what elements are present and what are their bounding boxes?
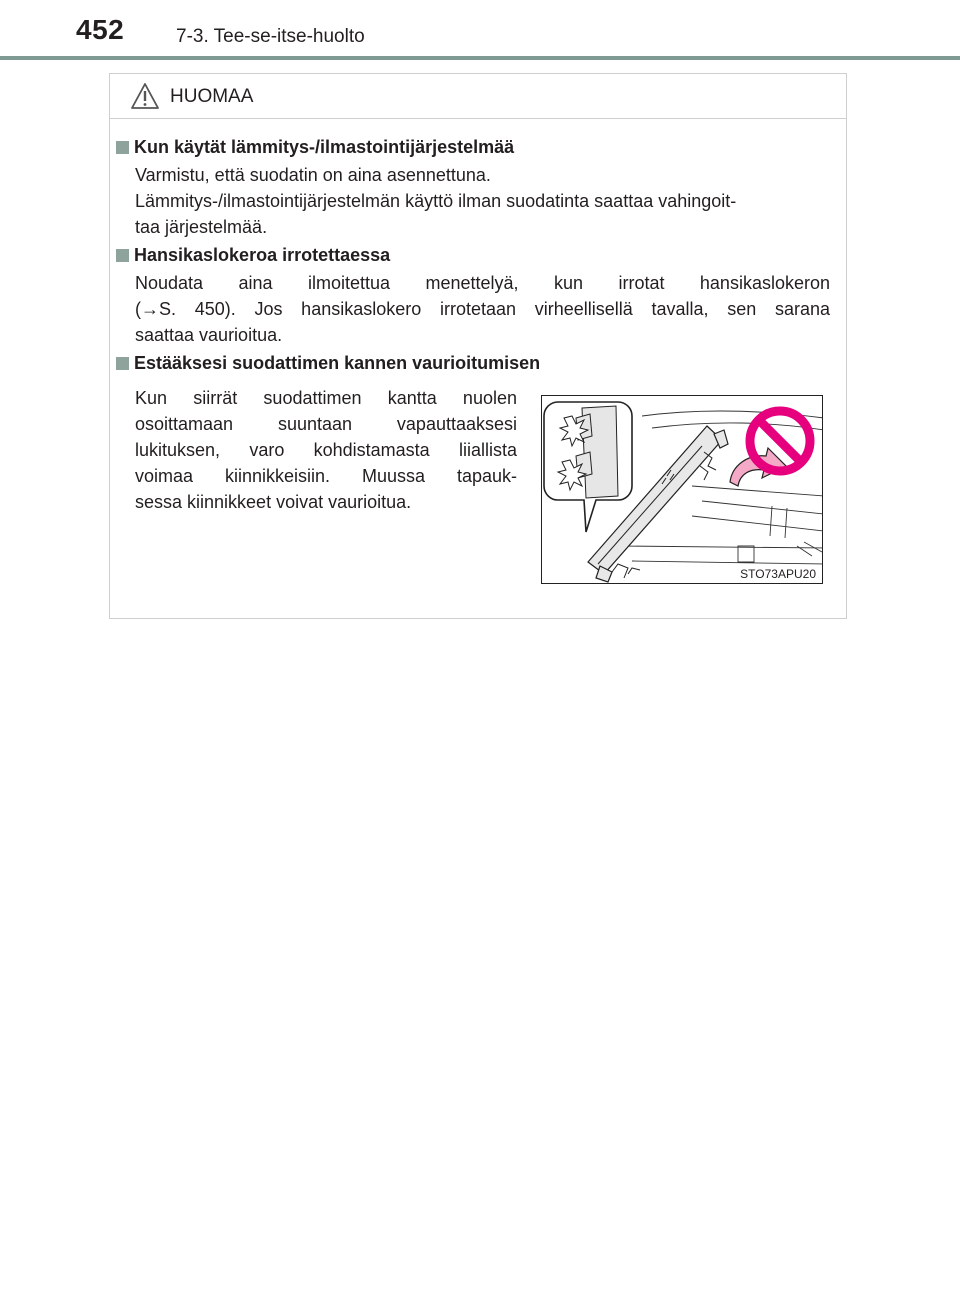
notice-box — [109, 73, 847, 619]
square-bullet-icon — [116, 357, 129, 370]
text-line: taa järjestelmää. — [135, 217, 268, 237]
square-bullet-icon — [116, 141, 129, 154]
text-line: Varmistu, että suodatin on aina asennettuna. — [135, 165, 491, 185]
text-line: sessa kiinnikkeet voivat vaurioitua. — [135, 492, 412, 512]
section-title: 7-3. Tee-se-itse-huolto — [176, 26, 365, 47]
text-line: Lämmitys-/ilmastointijärjestelmän käyttö ilman suodatinta saattaa vahingoit- — [135, 191, 737, 211]
text-line: lukituksen, varo kohdistamasta liiallista — [135, 440, 517, 460]
text-line: Noudata aina ilmoitettua menettelyä, kun irrotat hansikaslokeron — [135, 273, 830, 293]
section-text — [135, 385, 517, 515]
section-heading: Kun käytät lämmitys-/ilmastointijärjestelmää — [134, 137, 515, 157]
warning-triangle-icon — [130, 82, 160, 115]
notice-header — [110, 74, 846, 119]
section-heading: Hansikaslokeroa irrotettaessa — [134, 245, 391, 265]
page-number: 452 — [76, 14, 125, 45]
header-rule — [0, 56, 960, 60]
section-text — [135, 162, 830, 240]
text-line: voimaa kiinnikkeisiin. Muussa tapauk- — [135, 466, 517, 486]
square-bullet-icon — [116, 249, 129, 262]
filter-cover-drawing — [542, 396, 823, 584]
notice-title: HUOMAA — [170, 86, 254, 107]
text-line: Kun siirrät suodattimen kantta nuolen — [135, 388, 517, 408]
section-heading: Estääksesi suodattimen kannen vaurioitumisen — [134, 353, 541, 373]
filter-cover-illustration — [541, 395, 823, 584]
text-line: osoittamaan suuntaan vapauttaaksesi — [135, 414, 517, 434]
figure-code: STO73APU20 — [740, 567, 816, 581]
text-line: saattaa vaurioitua. — [135, 325, 283, 345]
section-text — [135, 270, 830, 348]
text-line: (→S. 450). Jos hansikaslokero irrotetaan virheellisellä tavalla, sen sarana — [135, 299, 830, 319]
